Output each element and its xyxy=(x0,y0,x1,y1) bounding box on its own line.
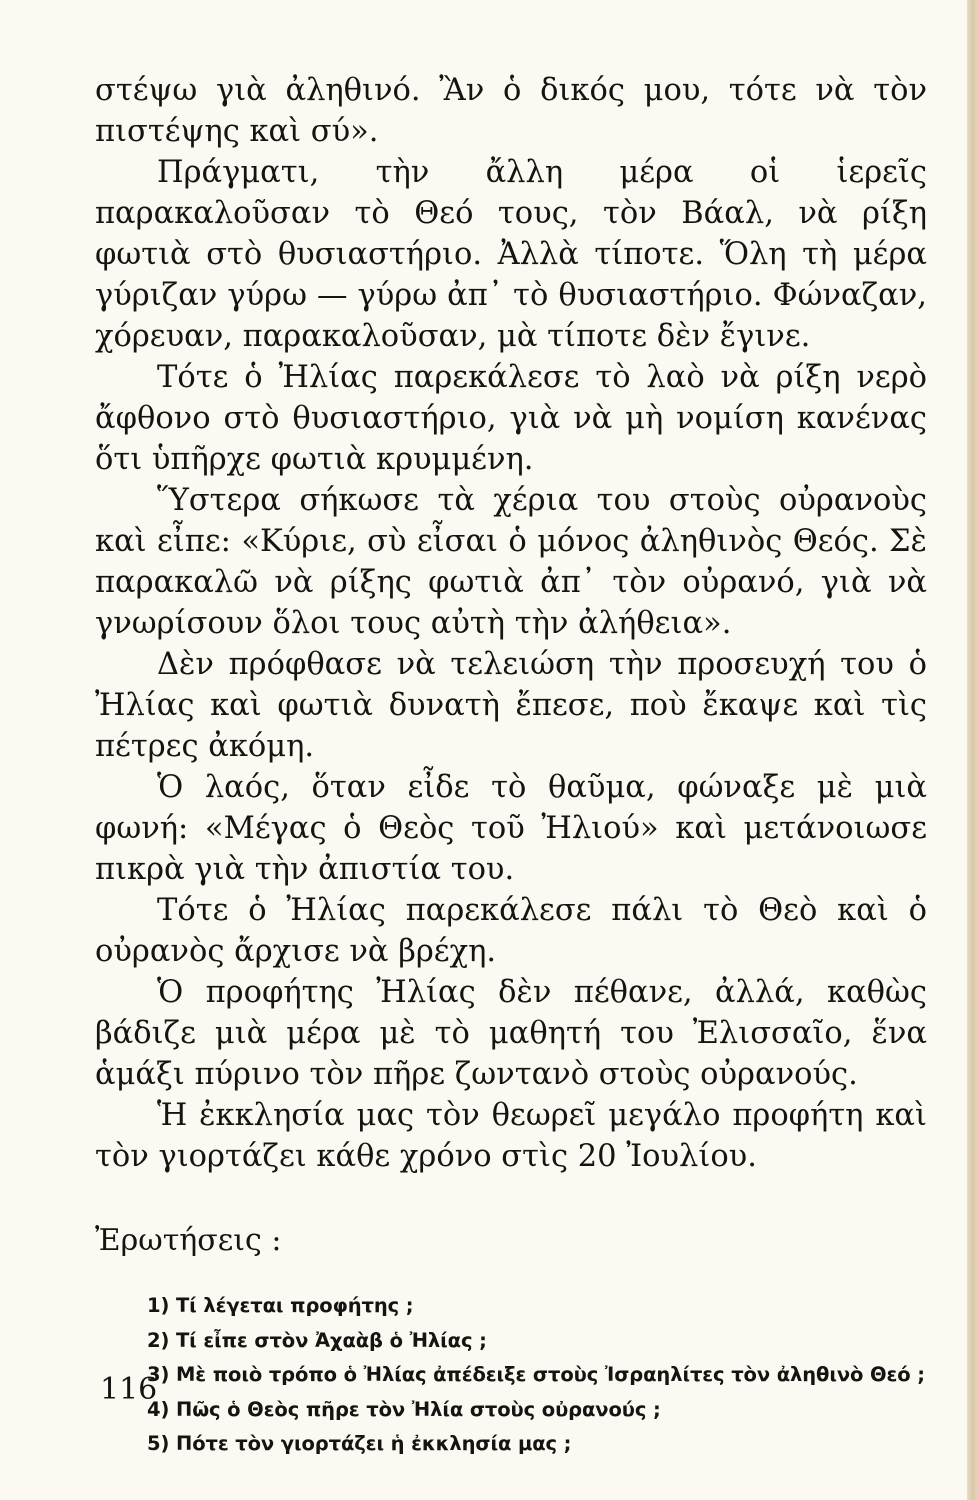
question-3: 3) Μὲ ποιὸ τρόπο ὁ Ἠλίας ἀπέδειξε στοὺς Ἰσραηλίτες τὸν ἀληθινὸ Θεό ; xyxy=(147,1363,925,1386)
paragraph-1: στέψω γιὰ ἀληθινό. Ἂν ὁ δικός μου, τότε νὰ τὸν πιστέψης καὶ σύ». xyxy=(95,73,927,149)
question-2: 2) Τί εἶπε στὸν Ἀχαὰβ ὁ Ἠλίας ; xyxy=(147,1328,487,1352)
paragraph-5: Δὲν πρόφθασε νὰ τελειώση τὴν προσευχή του ὁ Ἠλίας καὶ φωτιὰ δυνατὴ ἔπεσε, ποὺ ἔκαψε καὶ τὶς πέτρες ἀκόμη. xyxy=(95,647,927,764)
paragraph-9: Ἡ ἐκκλησία μας τὸν θεωρεῖ μεγάλο προφήτη καὶ τὸν γιορτάζει κάθε χρόνο στὶς 20 Ἰουλίου. xyxy=(95,1098,927,1174)
questions-list xyxy=(147,1289,927,1462)
paragraph-6: Ὁ λαός, ὅταν εἶδε τὸ θαῦμα, φώναξε μὲ μιὰ φωνή: «Μέγας ὁ Θεὸς τοῦ Ἠλιού» καὶ μετάνοιωσε πικρὰ γιὰ τὴν ἀπιστία του. xyxy=(95,770,927,887)
paragraph-3: Τότε ὁ Ἠλίας παρεκάλεσε τὸ λαὸ νὰ ρίξη νερὸ ἄφθονο στὸ θυσιαστήριο, γιὰ νὰ μὴ νομίση κανένας ὅτι ὑπῆρχε φωτιὰ κρυμμένη. xyxy=(95,360,927,477)
question-5: 5) Πότε τὸν γιορτάζει ἡ ἐκκλησία μας ; xyxy=(147,1432,572,1455)
paragraph-8: Ὁ προφήτης Ἠλίας δὲν πέθανε, ἀλλά, καθὼς βάδιζε μιὰ μέρα μὲ τὸ μαθητή του Ἐλισσαῖο, ἕνα ἁμάξι πύρινο τὸν πῆρε ζωντανὸ στοὺς οὐρανούς. xyxy=(95,975,927,1092)
question-4: 4) Πῶς ὁ Θεὸς πῆρε τὸν Ἠλία στοὺς οὐρανούς ; xyxy=(147,1397,661,1421)
paragraph-2: Πράγματι, τὴν ἄλλη μέρα οἱ ἱερεῖς παρακαλοῦσαν τὸ Θεό τους, τὸν Βάαλ, νὰ ρίξη φωτιὰ στὸ θυσιαστήριο. Ἀλλὰ τίποτε. Ὅλη τὴ μέρα γύριζαν γύρω — γύρω ἀπ᾽ τὸ θυσιαστήριο. Φώναζαν, χόρευαν, παρακαλοῦσαν, μὰ τίποτε δὲν ἔγινε. xyxy=(95,155,927,354)
paragraph-4: Ὕστερα σήκωσε τὰ χέρια του στοὺς οὐρανοὺς καὶ εἶπε: «Κύριε, σὺ εἶσαι ὁ μόνος ἀληθινὸς Θεός. Σὲ παρακαλῶ νὰ ρίξης φωτιὰ ἀπ᾽ τὸν οὐρανό, γιὰ νὰ γνωρίσουν ὅλοι τους αὐτὴ τὴν ἀλήθεια». xyxy=(95,483,927,641)
page-body xyxy=(95,70,927,1462)
page-edge xyxy=(967,0,977,1500)
questions-heading: Ἐρωτήσεις : xyxy=(95,1223,282,1258)
question-1: 1) Τί λέγεται προφήτης ; xyxy=(147,1294,414,1317)
paragraph-7: Τότε ὁ Ἠλίας παρεκάλεσε πάλι τὸ Θεὸ καὶ ὁ οὐρανὸς ἄρχισε νὰ βρέχη. xyxy=(95,893,927,969)
page-number: 116 xyxy=(100,1372,158,1407)
